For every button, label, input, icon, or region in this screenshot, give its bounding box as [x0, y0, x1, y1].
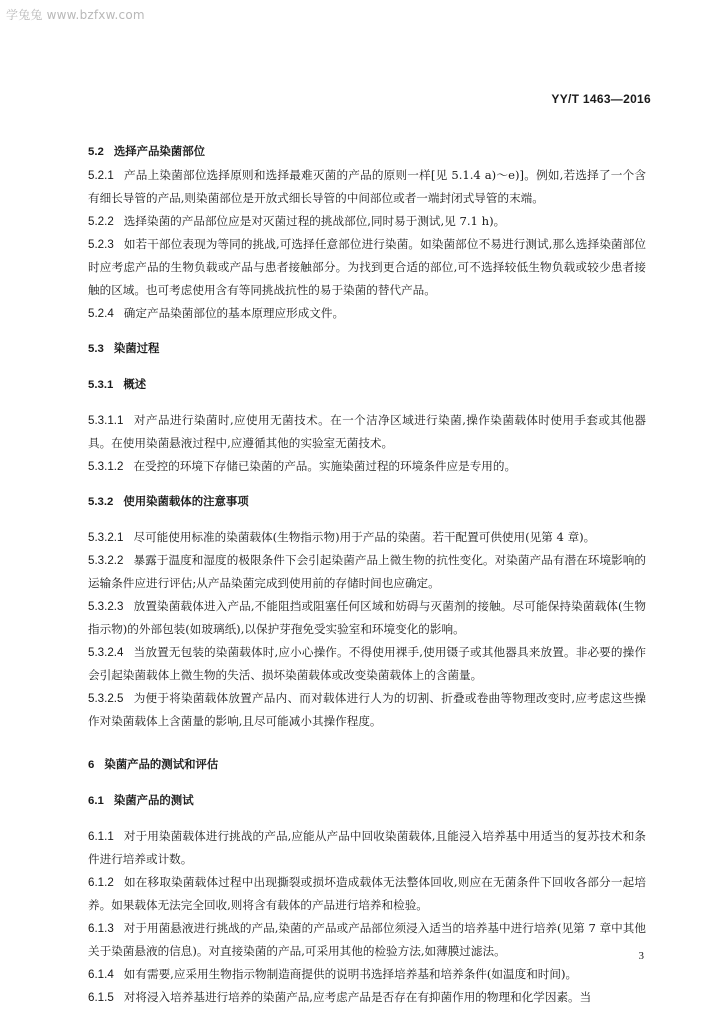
section-gap: [88, 813, 646, 825]
clause-text: 暴露于温度和湿度的极限条件下会引起染菌产品上微生物的抗性变化。对染菌产品有潜在环境影响的运输条件应进行评估;从产品染菌完成到使用前的存储时间也应确定。: [88, 553, 646, 590]
clause-text: 当放置无包装的染菌载体时,应小心操作。不得使用裸手,使用镊子或其他器具来放置。非必要的操作会引起染菌载体上微生物的失活、损坏染菌载体或改变染菌载体上的含菌量。: [88, 645, 646, 682]
clause-number: 6.1.3: [88, 922, 114, 935]
heading-text: 染菌过程: [113, 341, 160, 355]
clause-text: 尽可能使用标准的染菌载体(生物指示物)用于产品的染菌。若干配置可供使用(见第 4 章)。: [133, 530, 596, 544]
clause-text: 如有需要,应采用生物指示物制造商提供的说明书选择培养基和培养条件(如温度和时间)。: [123, 967, 578, 981]
clause-text: 在受控的环境下存储已染菌的产品。实施染菌过程的环境条件应是专用的。: [133, 459, 517, 473]
clause-number: 5.3.2.3: [88, 600, 124, 613]
section-heading: [88, 490, 646, 514]
clause-paragraph: [88, 871, 646, 917]
clause-paragraph: [88, 233, 646, 302]
section-heading: [88, 140, 646, 164]
watermark-text: 学兔兔 www.bzfxw.com: [6, 8, 145, 22]
clause-paragraph: [88, 641, 646, 687]
heading-text: 使用染菌载体的注意事项: [123, 494, 249, 508]
clause-paragraph: [88, 825, 646, 871]
heading-text: 选择产品染菌部位: [113, 144, 205, 158]
clause-number: 5.3.2.4: [88, 646, 124, 659]
clause-text: 对将浸入培养基进行培养的染菌产品,应考虑产品是否存在有抑菌作用的物理和化学因素。当: [123, 990, 592, 1004]
section-heading: [88, 337, 646, 361]
clause-number: 6.1.5: [88, 991, 114, 1004]
heading-text: 染菌产品的测试: [113, 793, 194, 807]
clause-number: 6.1: [88, 795, 104, 807]
section-heading: [88, 753, 646, 777]
clause-paragraph: [88, 595, 646, 641]
clause-paragraph: [88, 302, 646, 325]
clause-number: 5.3.1.2: [88, 460, 124, 473]
section-gap: [88, 325, 646, 337]
section-gap: [88, 361, 646, 373]
section-heading: [88, 789, 646, 813]
clause-paragraph: [88, 549, 646, 595]
page-number: 3: [638, 950, 644, 962]
section-gap: [88, 128, 646, 140]
clause-number: 6: [88, 759, 95, 771]
clause-number: 5.3.1: [88, 379, 114, 391]
clause-paragraph: [88, 409, 646, 455]
clause-text: 如若干部位表现为等同的挑战,可选择任意部位进行染菌。如染菌部位不易进行测试,那么选择染菌部位时应考虑产品的生物负载或产品与患者接触部分。为找到更合适的部位,可不选择较低生物负载或较少患者接触的区域。也可考虑使用含有等同挑战抗性的易于染菌的替代产品。: [88, 237, 646, 297]
clause-number: 5.3.1.1: [88, 414, 124, 427]
heading-text: 染菌产品的测试和评估: [104, 757, 219, 771]
clause-paragraph: [88, 917, 646, 963]
clause-number: 5.2.3: [88, 238, 114, 251]
clause-text: 对于用染菌载体进行挑战的产品,应能从产品中回收染菌载体,且能浸入培养基中用适当的复苏技术和条件进行培养或计数。: [88, 829, 646, 866]
section-gap: [88, 514, 646, 526]
section-gap: [88, 478, 646, 490]
clause-number: 5.3.2.1: [88, 531, 124, 544]
clause-text: 对产品进行染菌时,应使用无菌技术。在一个洁净区域进行染菌,操作染菌载体时使用手套或其他器具。在使用染菌悬液过程中,应遵循其他的实验室无菌技术。: [88, 413, 646, 450]
clause-paragraph: [88, 210, 646, 233]
clause-number: 5.3: [88, 343, 104, 355]
clause-text: 如在移取染菌载体过程中出现撕裂或损坏造成载体无法整体回收,则应在无菌条件下回收各部分一起培养。如果载体无法完全回收,则将含有载体的产品进行培养和检验。: [88, 875, 646, 912]
clause-paragraph: [88, 164, 646, 210]
clause-text: 为便于将染菌载体放置产品内、而对载体进行人为的切割、折叠或卷曲等物理改变时,应考虑这些操作对染菌载体上含菌量的影响,且尽可能减小其操作程度。: [88, 691, 646, 728]
clause-paragraph: [88, 455, 646, 478]
clause-number: 6.1.1: [88, 830, 114, 843]
clause-number: 6.1.2: [88, 876, 114, 889]
clause-paragraph: [88, 986, 646, 1009]
clause-text: 对于用菌悬液进行挑战的产品,染菌的产品或产品部位须浸入适当的培养基中进行培养(见第 7 章中其他关于染菌悬液的信息)。对直接染菌的产品,可采用其他的检验方法,如薄膜过滤法。: [88, 921, 646, 958]
clause-paragraph: [88, 526, 646, 549]
section-gap: [88, 777, 646, 789]
clause-text: 产品上染菌部位选择原则和选择最难灭菌的产品的原则一样[见 5.1.4 a)～e)]。例如,若选择了一个含有细长导管的产品,则染菌部位是开放式细长导管的中间部位或者一端封闭式导管的末端。: [88, 168, 646, 205]
section-gap: [88, 733, 646, 753]
section-heading: [88, 373, 646, 397]
clause-number: 5.3.2: [88, 496, 114, 508]
clause-number: 5.2.1: [88, 169, 114, 182]
heading-text: 概述: [123, 377, 147, 391]
clause-number: 5.3.2.2: [88, 554, 124, 567]
clause-number: 5.3.2.5: [88, 692, 124, 705]
clause-number: 5.2.2: [88, 215, 114, 228]
section-gap: [88, 397, 646, 409]
clause-text: 确定产品染菌部位的基本原理应形成文件。: [123, 306, 345, 320]
document-body: [88, 128, 646, 1009]
clause-paragraph: [88, 963, 646, 986]
clause-number: 6.1.4: [88, 968, 114, 981]
clause-text: 放置染菌载体进入产品,不能阻挡或阻塞任何区域和妨碍与灭菌剂的接触。尽可能保持染菌载体(生物指示物)的外部包装(如玻璃纸),以保护芽孢免受实验室和环境变化的影响。: [88, 599, 646, 636]
standard-number: YY/T 1463—2016: [551, 92, 651, 106]
clause-number: 5.2: [88, 146, 104, 158]
clause-paragraph: [88, 687, 646, 733]
clause-number: 5.2.4: [88, 307, 114, 320]
clause-text: 选择染菌的产品部位应是对灭菌过程的挑战部位,同时易于测试,见 7.1 h)。: [123, 214, 506, 228]
